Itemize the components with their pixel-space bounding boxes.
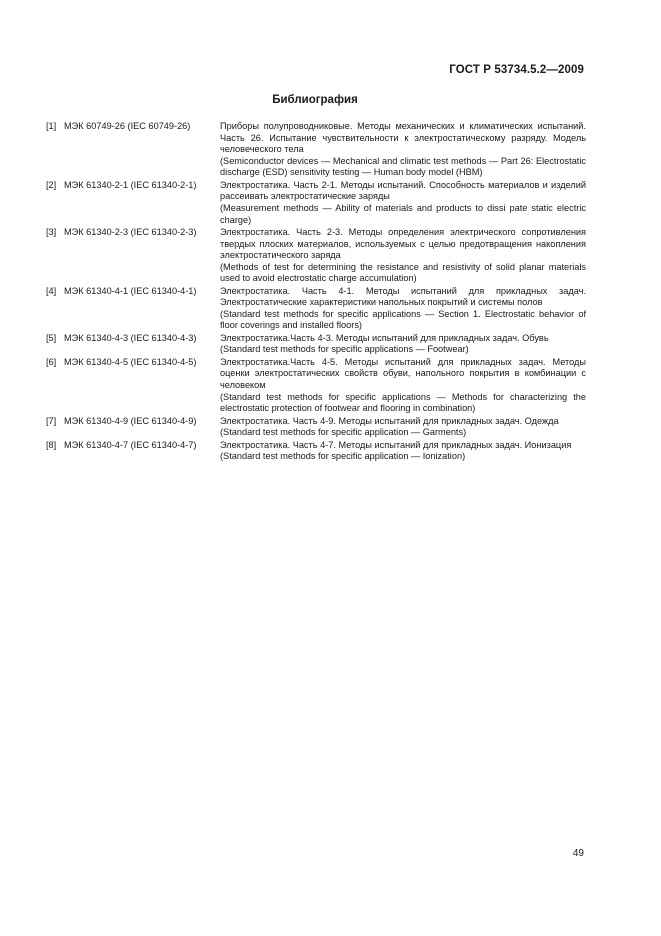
entry-number: [3] xyxy=(46,226,57,237)
entry-code: МЭК 61340-2-1 (IEC 61340-2-1) xyxy=(64,179,197,190)
entry-description xyxy=(220,180,586,226)
entry-title-en: (Standard test methods for specific application — Ionization) xyxy=(220,451,466,462)
entry-number: [8] xyxy=(46,439,57,450)
entry-title-ru: Электростатика. Часть 4-7. Методы испытаний для прикладных задач. Ионизация xyxy=(220,439,572,450)
entry-title-en: (Standard test methods for specific application — Garments) xyxy=(220,427,467,438)
entry-description xyxy=(220,227,586,285)
bibliography-entry xyxy=(46,440,586,463)
entry-code: МЭК 61340-4-7 (IEC 61340-4-7) xyxy=(64,439,197,450)
entry-title-ru: Электростатика. Часть 4-1. Методы испытаний для прикладных задач. Электростатические характеристики напольных покрытий и системы полов xyxy=(220,285,586,308)
entry-code: МЭК 61340-4-3 (IEC 61340-4-3) xyxy=(64,332,197,343)
page-number: 49 xyxy=(572,848,584,859)
entry-number: [1] xyxy=(46,121,57,131)
entry-code: МЭК 61340-4-5 (IEC 61340-4-5) xyxy=(64,356,197,367)
entry-title-ru: Электростатика.Часть 4-3. Методы испытаний для прикладных задач. Обувь xyxy=(220,332,549,343)
standard-header: ГОСТ Р 53734.5.2—2009 xyxy=(449,64,584,76)
entry-code: МЭК 61340-2-3 (IEC 61340-2-3) xyxy=(64,226,197,237)
entry-code: МЭК 60749-26 (IEC 60749-26) xyxy=(64,121,191,131)
bibliography-entry xyxy=(46,227,586,285)
bibliography-entry xyxy=(46,357,586,415)
entry-description xyxy=(220,416,586,439)
entry-title-en: (Semiconductor devices — Mechanical and climatic test methods — Part 26: Electrostatic discharge (ESD) sensitivity testing — Human body model (HBM) xyxy=(220,155,586,178)
entry-number: [7] xyxy=(46,415,57,426)
page-title: Библиография xyxy=(272,94,358,106)
bibliography-entry xyxy=(46,121,586,179)
entry-title-ru: Электростатика. Часть 2-3. Методы определения электрического сопротивления твердых плоских материалов, используемых с целью предотвращения накопления электростатического заряда xyxy=(220,226,586,261)
bibliography-entry xyxy=(46,416,586,439)
entry-title-ru: Электростатика.Часть 4-5. Методы испытаний для прикладных задач. Методы оценки электростатических свойств обуви, напольного покрытия в комбинации с человеком xyxy=(220,356,586,391)
bibliography-entry xyxy=(46,286,586,332)
entry-code: МЭК 61340-4-9 (IEC 61340-4-9) xyxy=(64,415,197,426)
entry-title-ru: Приборы полупроводниковые. Методы механических и климатических испытаний. Часть 26. Испытание чувствительности к электростатическому разряду. Модель человеческого тела xyxy=(220,121,586,155)
entry-description xyxy=(220,286,586,332)
entry-number: [5] xyxy=(46,332,57,343)
entry-title-ru: Электростатика. Часть 2-1. Методы испытаний. Способность материалов и изделий рассеивать электростатические заряды xyxy=(220,179,586,202)
entry-title-en: (Standard test methods for specific applications — Section 1. Electrostatic behavior of floor coverings and installed floors) xyxy=(220,308,586,331)
entry-description xyxy=(220,357,586,415)
entry-title-en: (Methods of test for determining the resistance and resistivity of solid planar materials used to avoid electrostatic charge accumulation) xyxy=(220,261,586,284)
entry-title-en: (Measurement methods — Ability of materials and products to dissi pate static electric charge) xyxy=(220,202,586,225)
entry-title-en: (Standard test methods for specific applications — Footwear) xyxy=(220,344,469,355)
entry-number: [6] xyxy=(46,356,57,367)
entry-number: [4] xyxy=(46,285,57,296)
entry-description xyxy=(220,440,586,463)
bibliography-entry xyxy=(46,333,586,356)
bibliography-entry xyxy=(46,180,586,226)
entry-title-ru: Электростатика. Часть 4-9. Методы испытаний для прикладных задач. Одежда xyxy=(220,415,559,426)
entry-code: МЭК 61340-4-1 (IEC 61340-4-1) xyxy=(64,285,197,296)
entry-description xyxy=(220,121,586,179)
entry-description xyxy=(220,333,586,356)
entry-number: [2] xyxy=(46,179,57,190)
entry-title-en: (Standard test methods for specific applications — Methods for characterizing the electrostatic protection of footwear and flooring in combination) xyxy=(220,391,586,414)
bibliography-list xyxy=(46,121,586,464)
